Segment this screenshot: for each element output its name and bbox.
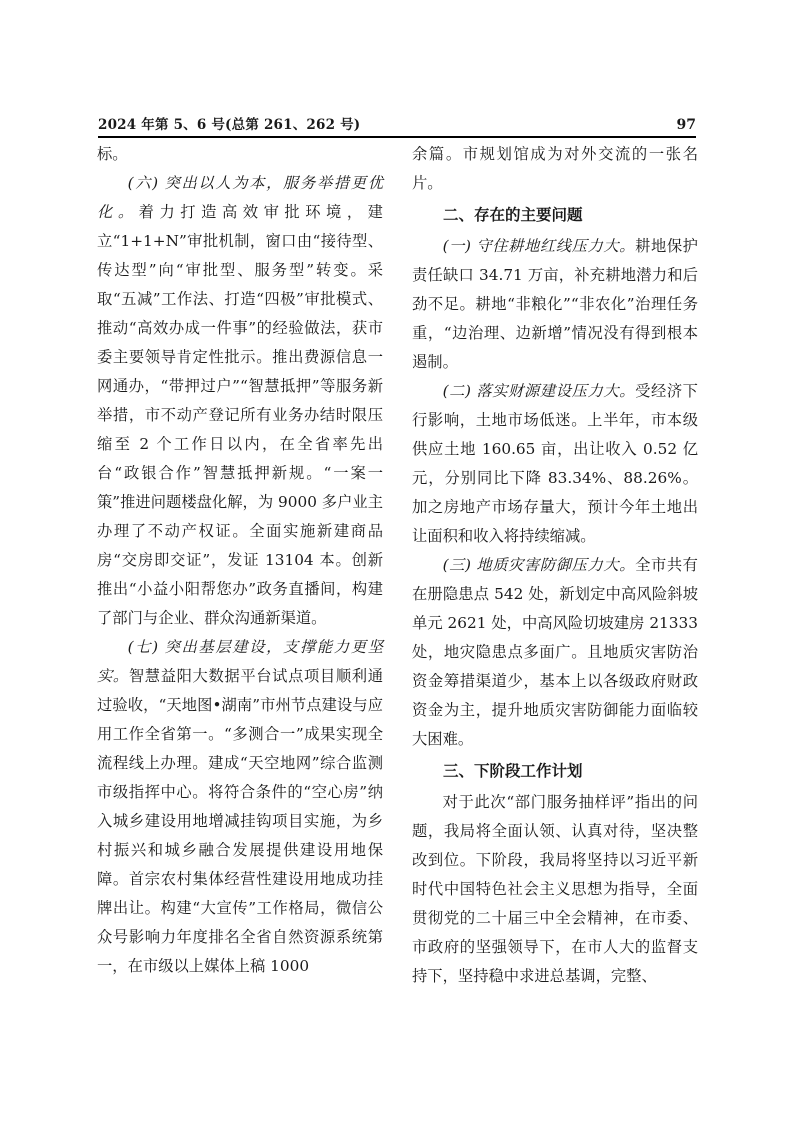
paragraph [412, 551, 698, 754]
paragraph-lead: (一) 守住耕地红线压力大。 [442, 237, 636, 255]
paragraph [97, 169, 383, 633]
paragraph: 标。 [97, 145, 128, 163]
page-number: 97 [676, 117, 696, 133]
paragraph-lead: (六) 突出以人为本，服务举措更优化。 [97, 174, 383, 221]
paragraph-lead: (七) 突出基层建设，支撑能力更坚实。 [97, 638, 383, 685]
section-heading: 三、下阶段工作计划 [443, 762, 583, 780]
paragraph [412, 232, 698, 377]
paragraph [412, 377, 698, 551]
paragraph-body: 智慧益阳大数据平台试点项目顺利通过验收，“天地图•湖南”市州节点建设与应用工作全省第一。“多测合一”成果实现全流程线上办理。建成“天空地网”综合监测市级指挥中心。将符合条件的“空心房”纳入城乡建设用地增减挂钩项目实施，为乡村振兴和城乡融合发展提供建设用地保障。首宗农村集体经营性建设用地成功挂牌出让。构建“大宣传”工作格局，微信公众号影响力年度排名全省自然资源系统第一，在市级以上媒体上稿 1000 [97, 667, 383, 975]
page-header [98, 114, 696, 138]
paragraph-lead: (二) 落实财源建设压力大。 [442, 382, 636, 400]
section-heading: 二、存在的主要问题 [443, 206, 583, 224]
paragraph-body: 耕地保护责任缺口 34.71 万亩，补充耕地潜力和后劲不足。耕地“非粮化”“非农化”治理任务重，“边治理、边新增”情况没有得到根本遏制。 [412, 237, 698, 371]
paragraph-body: 着力打造高效审批环境，建立“1+1+N”审批机制，窗口由“接待型、传达型”向“审批型、服务型”转变。采取“五减”工作法、打造“四极”审批模式、推动“高效办成一件事”的经验做法，获市委主要领导肯定性批示。推出费源信息一网通办，“带押过户”“智慧抵押”等服务新举措，市不动产登记所有业务办结时限压缩至 2 个工作日以内，在全省率先出台“政银合作”智慧抵押新规。“一案一策”推进问题楼盘化解，为 9000 多户业主办理了不动产权证。全面实施新建商品房“交房即交证”，发证 13104 本。创新推出“小益小阳帮您办”政务直播间，构建了部门与企业、群众沟通新渠道。 [97, 203, 383, 627]
paragraph: 对于此次“部门服务抽样评”指出的问题，我局将全面认领、认真对待，坚决整改到位。下阶段，我局将坚持以习近平新时代中国特色社会主义思想为指导，全面贯彻党的二十届三中全会精神，在市委、市政府的坚强领导下，在市人大的监督支持下，坚持稳中求进总基调，完整、 [412, 793, 698, 985]
journal-issue: 2024 年第 5、6 号(总第 261、262 号) [98, 117, 361, 133]
paragraph-body: 全市共有在册隐患点 542 处，新划定中高风险斜坡单元 2621 处，中高风险切坡建房 21333 处，地灾隐患点多面广。且地质灾害防治资金筹措渠道少，基本上以各级政府财政资金为主，提升地质灾害防御能力面临较大困难。 [412, 556, 698, 748]
left-column [97, 140, 383, 981]
right-column [412, 140, 698, 991]
paragraph: 余篇。市规划馆成为对外交流的一张名片。 [412, 145, 698, 192]
paragraph-body: 受经济下行影响，土地市场低迷。上半年，市本级供应土地 160.65 亩，出让收入 0.52 亿元，分别同比下降 83.34%、88.26%。加之房地产市场存量大，预计今年土地出让面积和收入将持续缩减。 [412, 382, 698, 545]
paragraph [97, 633, 383, 981]
paragraph-lead: (三) 地质灾害防御压力大。 [442, 556, 636, 574]
